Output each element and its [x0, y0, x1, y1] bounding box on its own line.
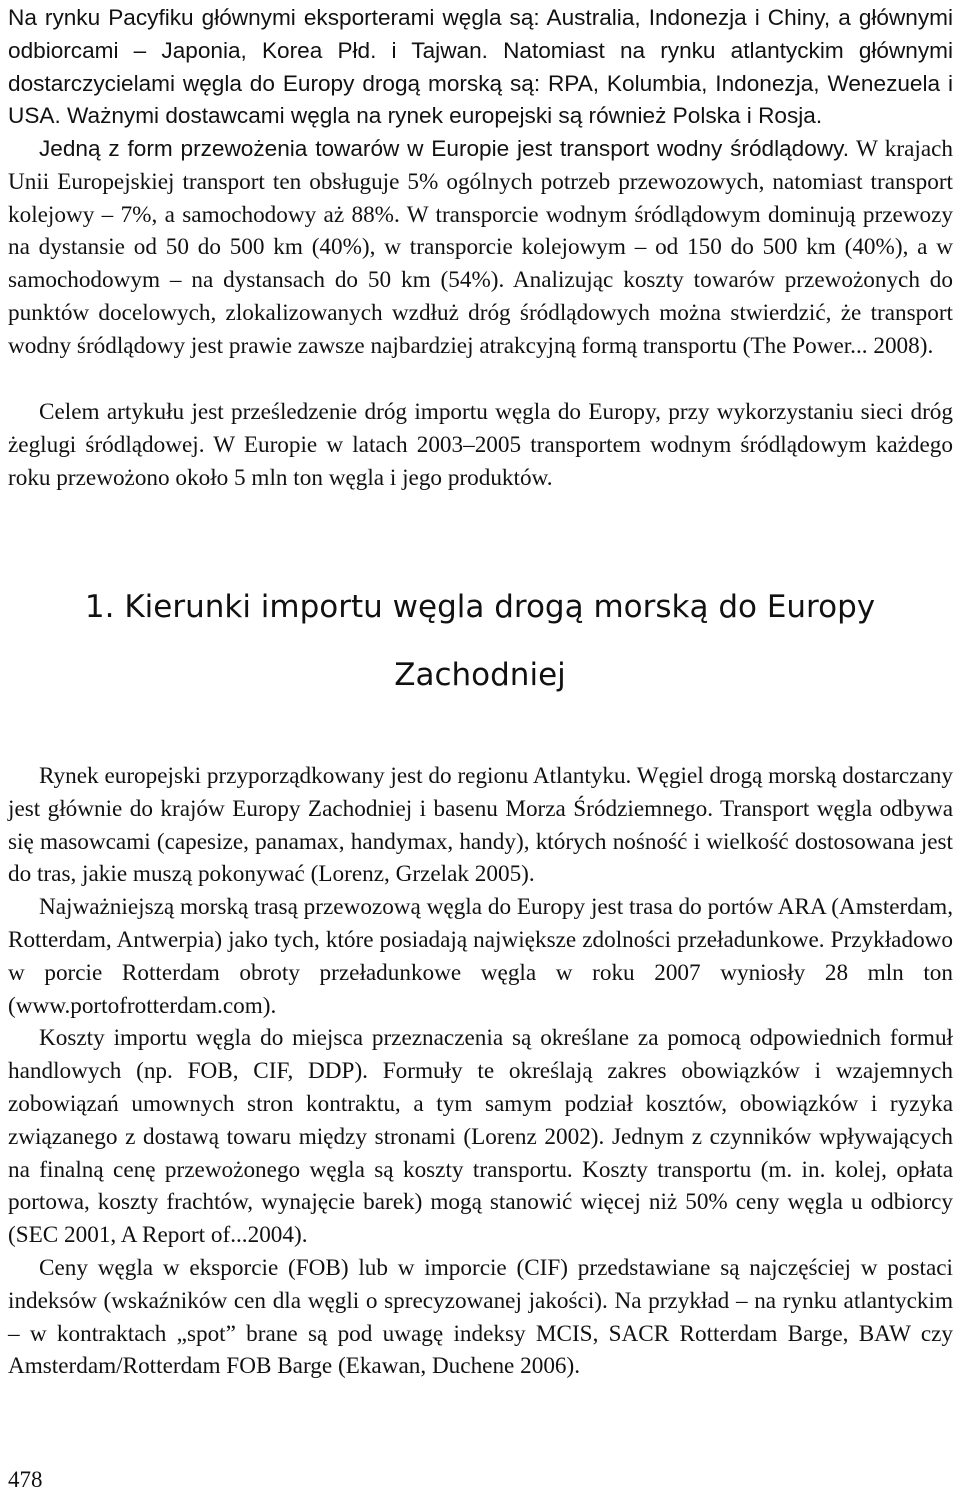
section-paragraph-2: Najważniejszą morską trasą przewozową węgla do Europy jest trasa do portów ARA (Amsterdam, Rotterdam, Antwerpia) jako tych, które posiadają największe zdolności przeładunkowe. Przykładowo w porcie Rotterdam obroty przeładunkowe węgla w roku 2007 wyniosły 28 mln ton (www.portofrotterdam.com).: [8, 894, 953, 1019]
section-heading-line-1: 1. Kierunki importu węgla drogą morską do Europy: [84, 589, 876, 625]
intro-paragraph-3: Celem artykułu jest prześledzenie dróg importu węgla do Europy, przy wykorzystaniu sieci dróg żeglugi śródlądowej. W Europie w latach 2003–2005 transportem wodnym śródlądowym każdego roku przewożono około 5 mln ton węgla i jego produktów.: [8, 399, 953, 491]
section-heading-line-2: Zachodniej: [394, 657, 566, 693]
intro-paragraph-2-serif: W krajach Unii Europejskiej transport ten obsługuje 5% ogólnych potrzeb przewozowych, natomiast transport kolejowy – 7%, a samochodowy aż 88%. W transporcie wodnym śródlądowym dominują przewozy na dystansie od 50 do 500 km (40%), w transporcie kolejowym – od 150 do 500 km (40%), a w samochodowym – na dystansach do 50 km (54%). Analizując koszty towarów przewożonych do punktów docelowych, zlokalizowanych wzdłuż dróg śródlądowych można stwierdzić, że transport wodny śródlądowy jest prawie zawsze najbardziej atrakcyjną formą transportu (The Power... 2008).: [8, 136, 953, 359]
section-paragraph-1: Rynek europejski przyporządkowany jest do regionu Atlantyku. Węgiel drogą morską dostarczany jest głównie do krajów Europy Zachodniej i basenu Morza Śródziemnego. Transport węgla odbywa się masowcami (capesize, panamax, handymax, handy), których nośność i wielkość dostosowana jest do tras, jakie muszą pokonywać (Lorenz, Grzelak 2005).: [8, 763, 953, 888]
page-number: 478: [8, 1467, 43, 1492]
section-paragraph-3: Koszty importu węgla do miejsca przeznaczenia są określane za pomocą odpowiednich formuł handlowych (np. FOB, CIF, DDP). Formuły te określają zakres obowiązków i wzajemnych zobowiązań umownych stron kontraktu, a tym samym podział kosztów, obowiązków i ryzyka związanego z dostawą towaru między stronami (Lorenz 2002). Jednym z czynników wpływających na finalną cenę przewożonego węgla są koszty transportu. Koszty transportu (m. in. kolej, opłata portowa, koszty frachtów, wynajęcie barek) mogą stanowić więcej niż 50% ceny węgla u odbiorcy (SEC 2001, A Report of...2004).: [8, 1025, 953, 1249]
section-paragraph-4: Ceny węgla w eksporcie (FOB) lub w imporcie (CIF) przedstawiane są najczęściej w postaci indeksów (wskaźników cen dla węgli o sprecyzowanej jakości). Na przykład – na rynku atlantyckim – w kontraktach „spot” brane są pod uwagę indeksy MCIS, SACR Rotterdam Barge, BAW czy Amsterdam/Rotterdam FOB Barge (Ekawan, Duchene 2006).: [8, 1254, 953, 1380]
intro-paragraph-2: [8, 133, 953, 363]
intro-paragraph-2-sans: Jedną z form przewożenia towarów w Europie jest transport wodny śródlądowy.: [39, 136, 850, 161]
intro-paragraph-1: Na rynku Pacyfiku głównymi eksporterami węgla są: Australia, Indonezja i Chiny, a głównymi odbiorcami – Japonia, Korea Płd. i Tajwan. Natomiast na rynku atlantyckim głównymi dostarczycielami węgla do Europy drogą morską są: RPA, Kolumbia, Indonezja, Wenezuela i USA. Ważnymi dostawcami węgla na rynek europejski są również Polska i Rosja.: [8, 5, 953, 129]
section-body: [8, 760, 953, 1383]
